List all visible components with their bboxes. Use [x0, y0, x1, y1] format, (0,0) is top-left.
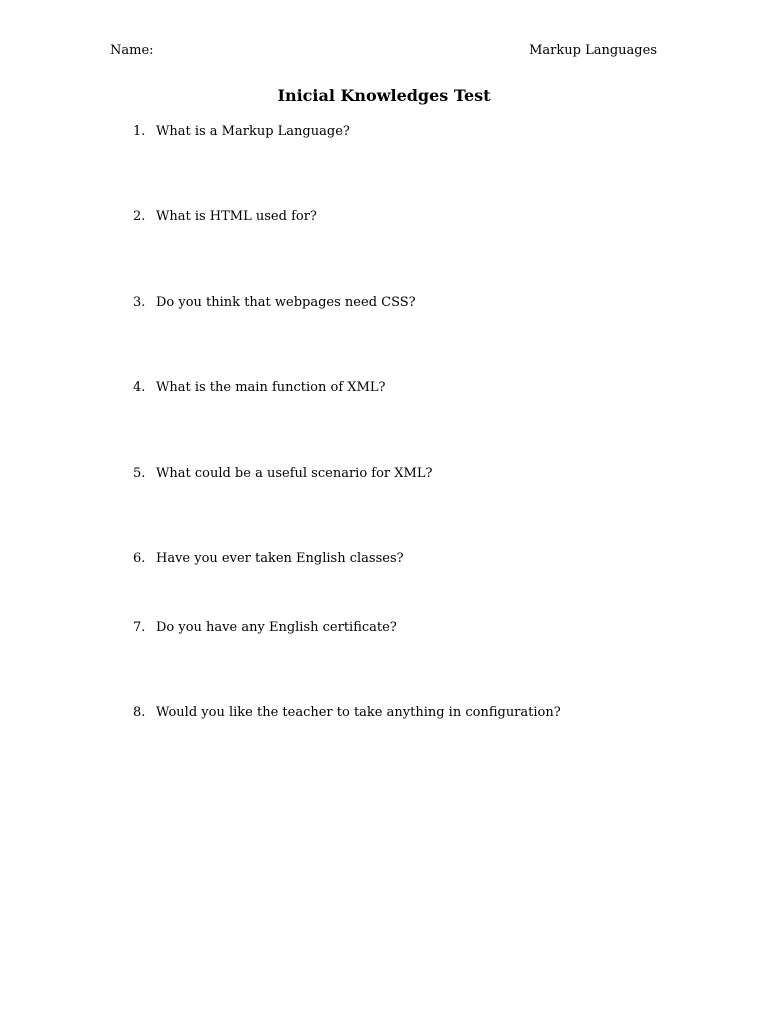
question-item: [133, 124, 350, 139]
question-number: 6.: [133, 551, 146, 566]
question-number: 8.: [133, 705, 146, 720]
page-title: Inicial Knowledges Test: [277, 86, 491, 105]
question-text: Have you ever taken English classes?: [156, 551, 404, 566]
question-number: 4.: [133, 380, 146, 395]
question-item: [133, 620, 397, 635]
question-text: Do you think that webpages need CSS?: [156, 295, 416, 310]
question-item: [133, 705, 561, 720]
question-number: 1.: [133, 124, 146, 139]
question-item: [133, 295, 416, 310]
question-item: [133, 551, 404, 566]
name-label: Name:: [110, 43, 154, 58]
course-name: Markup Languages: [529, 43, 657, 58]
question-text: Do you have any English certificate?: [156, 620, 397, 635]
question-text: What is a Markup Language?: [156, 124, 350, 139]
question-text: What is the main function of XML?: [156, 380, 386, 395]
question-item: [133, 466, 432, 481]
question-number: 5.: [133, 466, 146, 481]
question-item: [133, 380, 385, 395]
question-text: What could be a useful scenario for XML?: [156, 466, 433, 481]
question-number: 7.: [133, 620, 146, 635]
question-item: [133, 209, 317, 224]
question-number: 2.: [133, 209, 146, 224]
question-text: Would you like the teacher to take anything in configuration?: [156, 705, 561, 720]
question-number: 3.: [133, 295, 146, 310]
question-text: What is HTML used for?: [156, 209, 317, 224]
